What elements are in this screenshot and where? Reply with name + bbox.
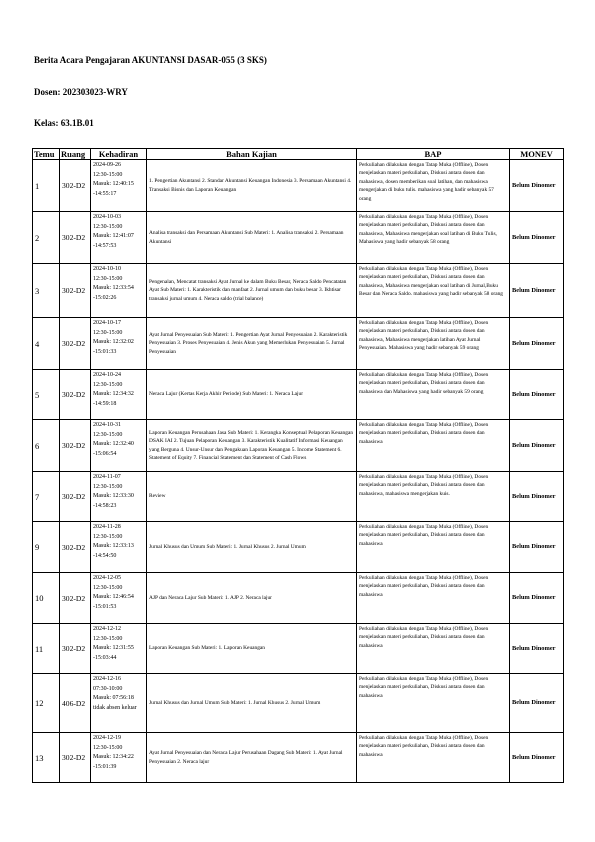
- bap-cell: Perkuliahan dilakukan dengan Tatap Muka (Offline), Dosen menjelaskan materi perkuliahan, Diskusi antara dosen dan mahasiswa, mahasiswa mengerjakan kuis.: [357, 472, 510, 522]
- bap-cell: Perkuliahan dilakukan dengan Tatap Muka (Offline), Dosen menjelaskan materi perkuliahan, Diskusi antara dosen dan mahasiswa, dosen memberikan soal latihan, dan mahasiswa mengerjakan di buku tulis. mahasiswa yang hadir sebanyak 57 orang: [357, 160, 510, 212]
- kehadiran-masuk: Masuk: 12:32:02: [93, 339, 134, 345]
- temu-cell: 13: [33, 733, 60, 783]
- kehadiran-time: 12:30-15:00: [93, 381, 123, 388]
- monev-cell: Belum Dinomer: [510, 420, 564, 472]
- monev-cell: Belum Dinomer: [510, 624, 564, 674]
- bap-cell: Perkuliahan dilakukan dengan Tatap Muka (Offline), Dosen menjelaskan materi perkuliahan, Diskusi antara dosen dan mahasiswa: [357, 674, 510, 733]
- temu-cell: 4: [33, 318, 60, 370]
- kehadiran-masuk: Masuk: 12:33:30: [93, 493, 134, 499]
- column-header-temu: Temu: [33, 149, 60, 160]
- table-row: [33, 212, 564, 264]
- temu-cell: 6: [33, 420, 60, 472]
- ruang-cell: 302-D2: [60, 733, 91, 783]
- kehadiran-keluar: -14:57:53: [93, 242, 117, 249]
- kehadiran-time: 07:30-10:00: [93, 685, 123, 692]
- table-row: [33, 573, 564, 624]
- kehadiran-time: 12:30-15:00: [93, 329, 123, 336]
- bap-cell: Perkuliahan dilakukan dengan Tatap Muka (Offline), Dosen menjelaskan materi perkuliahan, Diskusi antara dosen dan mahasiswa, Mahasiswa mengerjakan latihan Ayat Jurnal Penyesuaian. Mahasiswa yang hadir sebanyak 59 orang: [357, 318, 510, 370]
- kehadiran-date: 2024-10-24: [93, 372, 121, 378]
- kehadiran-date: 2024-10-03: [93, 214, 121, 220]
- kehadiran-time: 12:30-15:00: [93, 635, 123, 642]
- monev-cell: Belum Dinomer: [510, 318, 564, 370]
- bahan-kajian-cell: Laporan Keuangan Sub Materi: 1. Laporan Keuangan: [147, 624, 357, 674]
- monev-cell: Belum Dinomer: [510, 733, 564, 783]
- table-body: [33, 160, 564, 783]
- bap-cell: Perkuliahan dilakukan dengan Tatap Muka (Offline), Dosen menjelaskan materi perkuliahan, Diskusi antara dosen dan mahasiswa, Mahasiswa mengerjakan soal latihan di Jurnal,Buku Besar dan Neraca Saldo. mahasiswa yang hadir sebanyak 58 orang: [357, 264, 510, 318]
- bap-table: [32, 148, 564, 783]
- table-row: [33, 264, 564, 318]
- temu-cell: 5: [33, 370, 60, 420]
- table-row: [33, 624, 564, 674]
- kehadiran-date: 2024-12-16: [93, 676, 121, 682]
- kehadiran-masuk: Masuk: 12:33:13: [93, 543, 134, 549]
- ruang-cell: 302-D2: [60, 624, 91, 674]
- kehadiran-keluar: -14:54:50: [93, 552, 117, 559]
- kehadiran-masuk: Masuk: 12:46:54: [93, 594, 134, 600]
- bap-cell: Perkuliahan dilakukan dengan Tatap Muka (Offline), Dosen menjelaskan materi perkuliahan, Diskusi antara dosen dan mahasiswa: [357, 733, 510, 783]
- bap-cell: Perkuliahan dilakukan dengan Tatap Muka (Offline), Dosen menjelaskan materi perkuliahan, Diskusi antara dosen dan mahasiswa: [357, 624, 510, 674]
- column-header-bahan-kajian: Bahan Kajian: [147, 149, 357, 160]
- monev-cell: Belum Dinomer: [510, 674, 564, 733]
- kehadiran-keluar: -14:59:18: [93, 400, 117, 407]
- kehadiran-cell: [91, 472, 147, 522]
- monev-cell: Belum Dinomer: [510, 522, 564, 573]
- table-row: [33, 522, 564, 573]
- bahan-kajian-cell: Ayat Jurnal Penyesuaian dan Neraca Lajur Perusahaan Dagang Sub Materi: 1. Ayat Jurnal Penyesuaian 2. Neraca lajur: [147, 733, 357, 783]
- kehadiran-date: 2024-09-26: [93, 162, 121, 168]
- kehadiran-cell: [91, 318, 147, 370]
- monev-cell: Belum Dinomer: [510, 160, 564, 212]
- monev-cell: Belum Dinomer: [510, 264, 564, 318]
- ruang-cell: 302-D2: [60, 160, 91, 212]
- column-header-kehadiran: Kehadiran: [91, 149, 147, 160]
- kehadiran-time: 12:30-15:00: [93, 533, 123, 540]
- kehadiran-cell: [91, 733, 147, 783]
- temu-cell: 2: [33, 212, 60, 264]
- bap-cell: Perkuliahan dilakukan dengan Tatap Muka (Offline), Dosen menjelaskan materi perkuliahan, Diskusi antara dosen dan mahasiswa, Mahasiswa mengerjakan soal latihan di Buku Tulis, Mahasiswa yang hadir sebanyak 58 orang: [357, 212, 510, 264]
- bap-cell: Perkuliahan dilakukan dengan Tatap Muka (Offline), Dosen menjelaskan materi perkuliahan, Diskusi antara dosen dan mahasiswa: [357, 522, 510, 573]
- monev-cell: Belum Dinomer: [510, 370, 564, 420]
- kehadiran-keluar: -15:06:54: [93, 450, 117, 457]
- table-row: [33, 370, 564, 420]
- temu-cell: 11: [33, 624, 60, 674]
- bahan-kajian-cell: Jurnal Khusus dan Jurnal Umum Sub Materi: 1. Jurnal Khusus 2. Jurnal Umum: [147, 674, 357, 733]
- kehadiran-cell: [91, 624, 147, 674]
- bahan-kajian-cell: Jurnal Khusus dan Umum Sub Materi: 1. Jurnal Khusus 2. Jurnal Umum: [147, 522, 357, 573]
- table-row: [33, 472, 564, 522]
- kehadiran-date: 2024-11-28: [93, 524, 121, 530]
- kehadiran-time: 12:30-15:00: [93, 275, 123, 282]
- table-row: [33, 674, 564, 733]
- table-header-row: [33, 149, 564, 160]
- dosen-label: Dosen: 202303023-WRY: [34, 87, 128, 97]
- column-header-monev: MONEV: [510, 149, 564, 160]
- ruang-cell: 302-D2: [60, 212, 91, 264]
- table-row: [33, 733, 564, 783]
- ruang-cell: 302-D2: [60, 472, 91, 522]
- ruang-cell: 302-D2: [60, 264, 91, 318]
- table-row: [33, 318, 564, 370]
- kehadiran-keluar: tidak absen keluar: [93, 704, 137, 711]
- kehadiran-keluar: -15:03:44: [93, 654, 117, 661]
- bahan-kajian-cell: Ayat Jurnal Penyesuaian Sub Materi: 1. Pengertian Ayat Jurnal Penyesuaian 2. Karakteristik Penyesuaian 3. Proses Penyesuaian 4. Jenis Akun yang Memerlukan Penyesuaian 5. Jurnal Penyesuaian: [147, 318, 357, 370]
- kehadiran-date: 2024-10-17: [93, 320, 121, 326]
- temu-cell: 9: [33, 522, 60, 573]
- bahan-kajian-cell: 1. Pengertian Akuntansi 2. Standar Akuntansi Keuangan Indonesia 3. Persamaan Akuntansi 4. Transaksi Bisnis dan Laporan Keuangan: [147, 160, 357, 212]
- kehadiran-time: 12:30-15:00: [93, 483, 123, 490]
- kehadiran-time: 12:30-15:00: [93, 584, 123, 591]
- ruang-cell: 302-D2: [60, 420, 91, 472]
- kehadiran-time: 12:30-15:00: [93, 744, 123, 751]
- kehadiran-cell: [91, 370, 147, 420]
- kehadiran-date: 2024-11-07: [93, 474, 121, 480]
- kehadiran-keluar: -14:58:23: [93, 502, 117, 509]
- temu-cell: 3: [33, 264, 60, 318]
- kehadiran-masuk: Masuk: 12:41:07: [93, 233, 134, 239]
- ruang-cell: 302-D2: [60, 573, 91, 624]
- ruang-cell: 302-D2: [60, 318, 91, 370]
- temu-cell: 1: [33, 160, 60, 212]
- kehadiran-date: 2024-12-12: [93, 626, 121, 632]
- kehadiran-date: 2024-10-10: [93, 266, 121, 272]
- bahan-kajian-cell: Laporan Keuangan Perusahaan Jasa Sub Materi: 1. Kerangka Konseptual Pelaporan Keuangan DSAK IAI 2. Tujuan Pelaporan Keuangan 3. Karakteristik Kualitatif Informasi Keuangan yang Berguna 4. Unsur-Unsur dan Pengakuan Laporan Keuangan 5. Income Statement 6. Statement of Equity 7. Financial Statement dan Statement of Cash Flows: [147, 420, 357, 472]
- bahan-kajian-cell: Review: [147, 472, 357, 522]
- bap-cell: Perkuliahan dilakukan dengan Tatap Muka (Offline), Dosen menjelaskan materi perkuliahan, Diskusi antara dosen dan mahasiswa: [357, 573, 510, 624]
- kehadiran-masuk: Masuk: 07:56:18: [93, 695, 134, 701]
- kehadiran-cell: [91, 573, 147, 624]
- temu-cell: 7: [33, 472, 60, 522]
- kelas-label: Kelas: 63.1B.01: [34, 118, 94, 128]
- bahan-kajian-cell: Neraca Lajur (Kertas Kerja Akhir Periode) Sub Materi: 1. Neraca Lajur: [147, 370, 357, 420]
- temu-cell: 12: [33, 674, 60, 733]
- bap-cell: Perkuliahan dilakukan dengan Tatap Muka (Offline), Dosen menjelaskan materi perkuliahan, Diskusi antara dosen dan mahasiswa dan Mahasiswa yang hadir sebanyak 59 orang: [357, 370, 510, 420]
- bahan-kajian-cell: AJP dan Neraca Lajur Sub Materi: 1. AJP 2. Neraca lajur: [147, 573, 357, 624]
- kehadiran-date: 2024-10-31: [93, 422, 121, 428]
- kehadiran-masuk: Masuk: 12:34:32: [93, 391, 134, 397]
- temu-cell: 10: [33, 573, 60, 624]
- kehadiran-keluar: -15:01:33: [93, 348, 117, 355]
- table-row: [33, 420, 564, 472]
- kehadiran-masuk: Masuk: 12:32:40: [93, 441, 134, 447]
- column-header-ruang: Ruang: [60, 149, 91, 160]
- kehadiran-cell: [91, 522, 147, 573]
- kehadiran-date: 2024-12-19: [93, 735, 121, 741]
- kehadiran-date: 2024-12-05: [93, 575, 121, 581]
- kehadiran-cell: [91, 212, 147, 264]
- kehadiran-masuk: Masuk: 12:33:54: [93, 285, 134, 291]
- bap-cell: Perkuliahan dilakukan dengan Tatap Muka (Offline), Dosen menjelaskan materi perkuliahan, Diskusi antara dosen dan mahasiswa: [357, 420, 510, 472]
- kehadiran-keluar: -15:02:26: [93, 294, 117, 301]
- table-row: [33, 160, 564, 212]
- ruang-cell: 302-D2: [60, 370, 91, 420]
- bahan-kajian-cell: Pengenalan, Mencatat transaksi Ayat Jurnal ke dalam Buku Besar, Neraca Saldo Pencatatan Ayat Sub Materi: 1. Karakteristik dan manfaat 2. Jurnal umum dan buku besar 3. Ikhtisar transaksi jurnal umum 4. Neraca saldo (trial balance): [147, 264, 357, 318]
- kehadiran-masuk: Masuk: 12:34:22: [93, 754, 134, 760]
- bahan-kajian-cell: Analisa transaksi dan Persamaan Akuntansi Sub Materi: 1. Analisa transaksi 2. Persamaan Akuntansi: [147, 212, 357, 264]
- ruang-cell: 302-D2: [60, 522, 91, 573]
- monev-cell: Belum Dinomer: [510, 472, 564, 522]
- kehadiran-cell: [91, 420, 147, 472]
- kehadiran-cell: [91, 160, 147, 212]
- column-header-bap: BAP: [357, 149, 510, 160]
- kehadiran-keluar: -14:55:17: [93, 190, 117, 197]
- kehadiran-keluar: -15:01:53: [93, 603, 117, 610]
- monev-cell: Belum Dinomer: [510, 573, 564, 624]
- kehadiran-time: 12:30-15:00: [93, 171, 123, 178]
- kehadiran-masuk: Masuk: 12:40:15: [93, 181, 134, 187]
- monev-cell: Belum Dinomer: [510, 212, 564, 264]
- kehadiran-cell: [91, 674, 147, 733]
- ruang-cell: 406-D2: [60, 674, 91, 733]
- document-title: Berita Acara Pengajaran AKUNTANSI DASAR-055 (3 SKS): [34, 55, 267, 65]
- kehadiran-keluar: -15:01:39: [93, 763, 117, 770]
- kehadiran-masuk: Masuk: 12:31:55: [93, 645, 134, 651]
- kehadiran-time: 12:30-15:00: [93, 223, 123, 230]
- kehadiran-cell: [91, 264, 147, 318]
- kehadiran-time: 12:30-15:00: [93, 431, 123, 438]
